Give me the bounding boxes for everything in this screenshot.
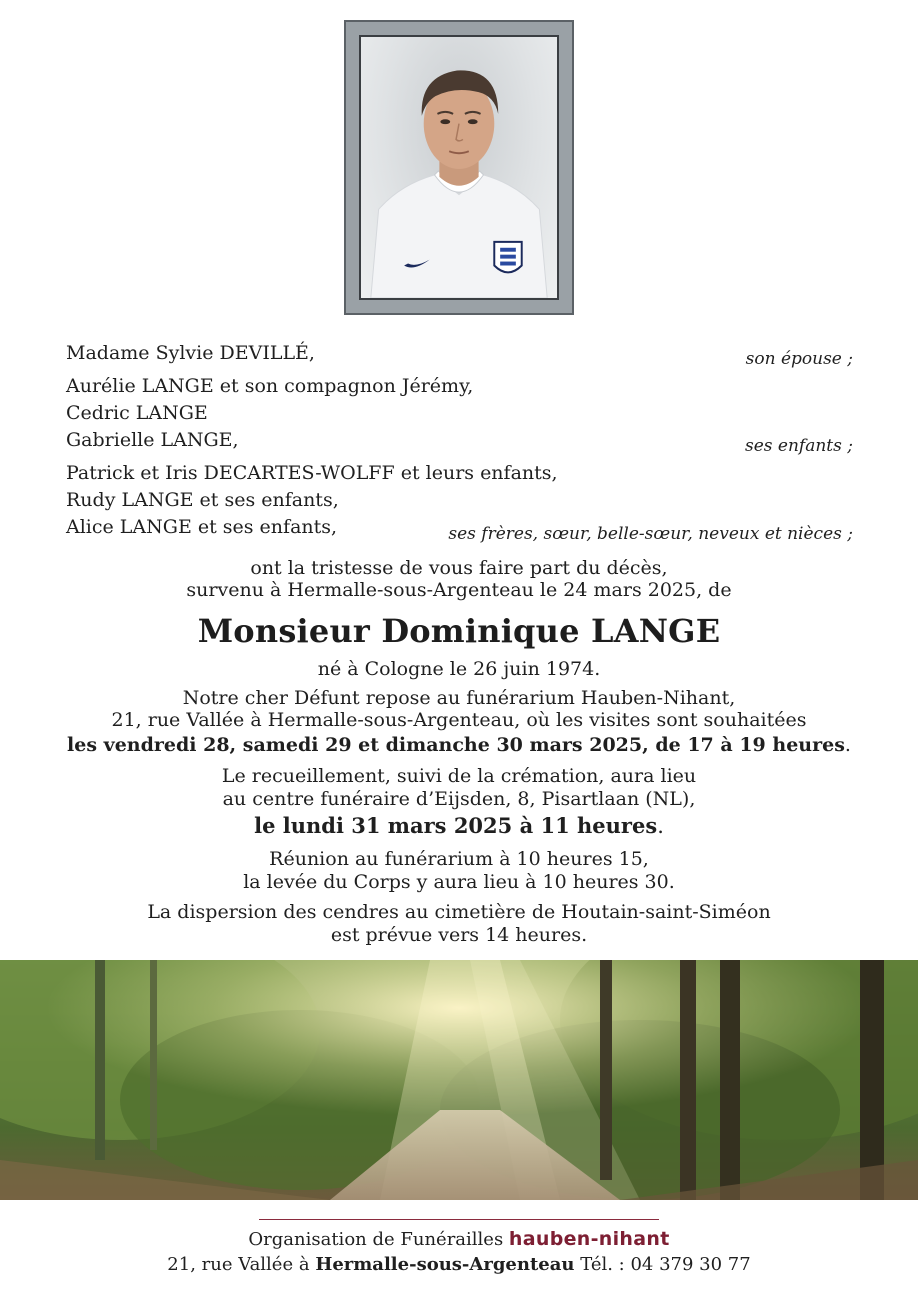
family-member-sibling-1: Patrick et Iris DECARTES-WOLFF et leurs enfants,	[66, 462, 558, 484]
forest-image	[0, 960, 918, 1200]
relation-children: ses enfants ;	[745, 436, 853, 456]
visitation-line-1: Notre cher Défunt repose au funérarium Hauben-Nihant,	[182, 687, 736, 709]
footer-phone: Tél. : 04 379 30 77	[580, 1254, 751, 1275]
visitation-line-2: 21, rue Vallée à Hermalle-sous-Argenteau, où les visites sont souhaitées	[111, 709, 807, 731]
portrait-frame	[344, 20, 574, 315]
birth-info: né à Cologne le 26 juin 1974.	[317, 658, 601, 680]
forest-illustration	[0, 960, 918, 1200]
deceased-name: Monsieur Dominique LANGE	[197, 612, 721, 650]
ceremony-line-1: Le recueillement, suivi de la crémation, aura lieu	[221, 765, 697, 787]
family-member-spouse: Madame Sylvie DEVILLÉ,	[66, 342, 315, 364]
family-member-child-3: Gabrielle LANGE,	[66, 429, 239, 451]
footer-address-prefix: 21, rue Vallée à	[167, 1254, 310, 1275]
meeting-line-2: la levée du Corps y aura lieu à 10 heures 30.	[243, 871, 675, 893]
visitation-dates-bold: les vendredi 28, samedi 29 et dimanche 30 mars 2025, de 17 à 19 heures	[67, 734, 845, 756]
announcement-line-1: ont la tristesse de vous faire part du décès,	[250, 557, 668, 579]
footer-town: Hermalle-sous-Argenteau	[315, 1254, 575, 1275]
ceremony-line-2: au centre funéraire d’Eijsden, 8, Pisartlaan (NL),	[222, 788, 696, 810]
footer-address	[0, 1254, 918, 1275]
announcement-line-2: survenu à Hermalle-sous-Argenteau le 24 mars 2025, de	[186, 579, 732, 601]
family-member-child-2: Cedric LANGE	[66, 402, 208, 424]
ashes-line-1: La dispersion des cendres au cimetière de Houtain-saint-Siméon	[147, 901, 771, 923]
ashes-line-2: est prévue vers 14 heures.	[330, 924, 588, 946]
family-member-child-1: Aurélie LANGE et son compagnon Jérémy,	[66, 375, 474, 397]
meeting-line-1: Réunion au funérarium à 10 heures 15,	[269, 848, 649, 870]
brand-logo: hauben-nihant	[508, 1228, 670, 1250]
footer-divider	[259, 1219, 659, 1220]
relation-spouse: son épouse ;	[745, 349, 853, 369]
ceremony-date	[0, 814, 918, 838]
visitation-dates-end: .	[844, 734, 851, 756]
footer-org-label: Organisation de Funérailles	[248, 1229, 504, 1250]
family-member-sibling-2: Rudy LANGE et ses enfants,	[66, 489, 339, 511]
footer-organisation	[0, 1228, 918, 1250]
ceremony-date-bold: le lundi 31 mars 2025 à 11 heures	[254, 813, 658, 838]
portrait-illustration	[361, 37, 557, 298]
family-member-sibling-3: Alice LANGE et ses enfants,	[66, 516, 338, 538]
ceremony-date-end: .	[657, 814, 664, 838]
relation-siblings: ses frères, sœur, belle-sœur, neveux et nièces ;	[448, 524, 853, 544]
visitation-dates	[0, 733, 918, 757]
portrait-photo	[359, 35, 559, 300]
